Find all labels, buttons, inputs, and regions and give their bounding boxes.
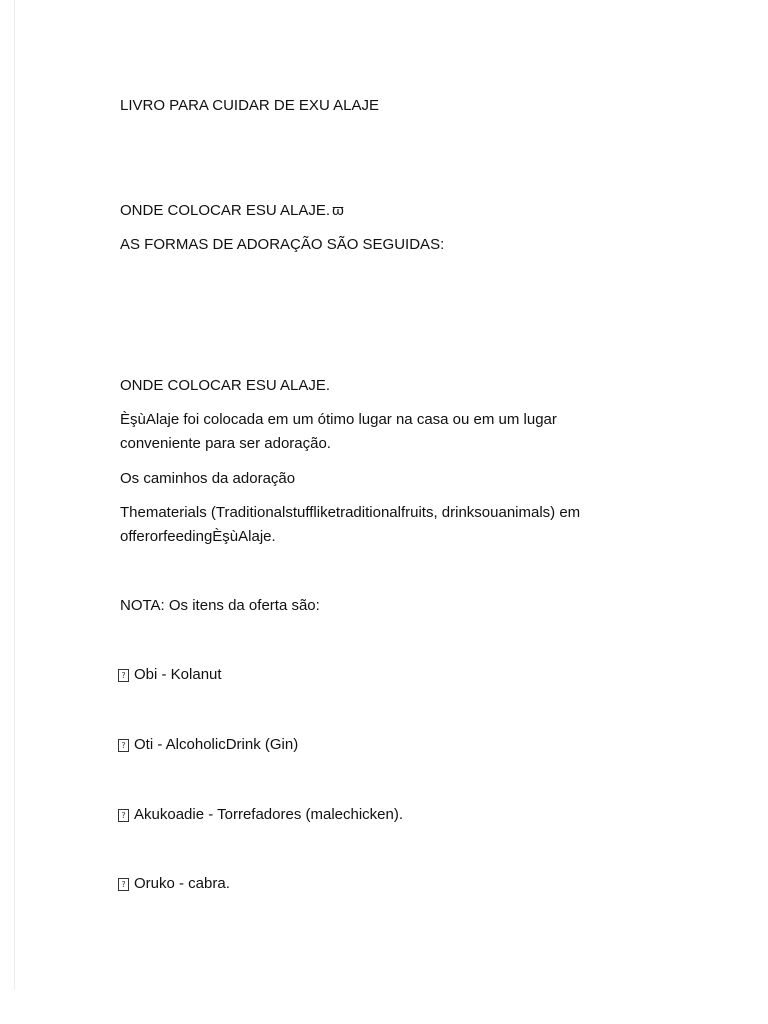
page-left-edge bbox=[14, 0, 15, 990]
missing-glyph-icon: ? bbox=[118, 809, 129, 822]
list-item bbox=[118, 872, 230, 896]
list-item bbox=[118, 733, 298, 757]
missing-glyph-icon: ? bbox=[118, 669, 129, 682]
paragraph-line: Thematerials (Traditionalstuffliketraditionalfruits, drinksouanimals) em bbox=[120, 504, 581, 521]
missing-glyph-icon: ? bbox=[118, 878, 129, 891]
paragraph-line: ÈşùAlaje foi colocada em um ótimo lugar na casa ou em um lugar bbox=[120, 411, 557, 428]
heading-where-text: ONDE COLOCAR ESU ALAJE. bbox=[120, 202, 331, 219]
list-item-text: Oti - AlcoholicDrink (Gin) bbox=[134, 736, 299, 753]
heading-where-to-place bbox=[120, 199, 344, 223]
list-item-text: Obi - Kolanut bbox=[134, 666, 222, 683]
section-where-to-place: ONDE COLOCAR ESU ALAJE. bbox=[120, 377, 331, 394]
paragraph-line: conveniente para ser adoração. bbox=[120, 435, 331, 452]
document-title: LIVRO PARA CUIDAR DE EXU ALAJE bbox=[120, 97, 379, 114]
paragraph-materials bbox=[120, 501, 660, 549]
list-item-text: Oruko - cabra. bbox=[134, 875, 230, 892]
list-item bbox=[118, 803, 403, 827]
list-item-text: Akukoadie - Torrefadores (malechicken). bbox=[134, 806, 404, 823]
ways-of-worship: Os caminhos da adoração bbox=[120, 470, 296, 487]
offering-note: NOTA: Os itens da oferta são: bbox=[120, 597, 320, 614]
paragraph-line: offerorfeedingÈşùAlaje. bbox=[120, 528, 276, 545]
missing-glyph-icon: ? bbox=[118, 739, 129, 752]
heading-forms-of-worship: AS FORMAS DE ADORAÇÃO SÃO SEGUIDAS: bbox=[120, 236, 445, 253]
paragraph-where-to-place bbox=[120, 408, 660, 456]
omega-glyph: ϖ bbox=[332, 202, 344, 219]
list-item bbox=[118, 663, 222, 687]
